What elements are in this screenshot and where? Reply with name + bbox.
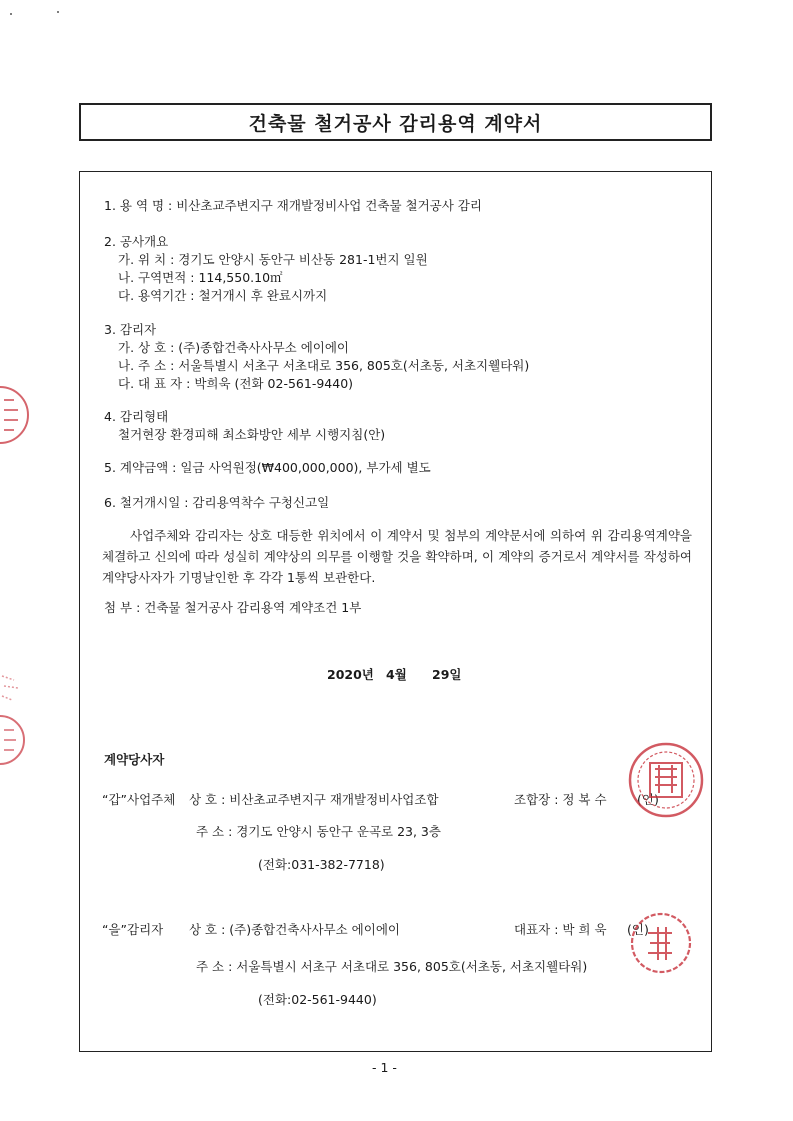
edge-seal-image xyxy=(0,670,24,710)
item-contract-amount: 5. 계약금액 : 일금 사억원정(₩400,000,000), 부가세 별도 xyxy=(104,460,431,475)
date-day: 29일 xyxy=(432,667,462,682)
document-title: 건축물 철거공사 감리용역 계약서 xyxy=(248,112,543,135)
item-supervisor: 3. 감리자 xyxy=(104,322,157,337)
item-location: 가. 위 치 : 경기도 안양시 동안구 비산동 281-1번지 일원 xyxy=(118,252,428,267)
party-b-seal-image xyxy=(628,905,694,981)
party-b-seal-mark: (인) xyxy=(627,922,649,937)
party-b-role: “을”감리자 xyxy=(102,922,164,937)
party-a-rep: 조합장 : 정 복 수 xyxy=(514,792,607,807)
party-a-address: 주 소 : 경기도 안양시 동안구 운곡로 23, 3층 xyxy=(196,824,441,839)
contract-paragraph: 사업주체와 감리자는 상호 대등한 위치에서 이 계약서 및 첨부의 계약문서에 의하여 위 감리용역계약을 체결하고 신의에 따라 성실히 계약상의 의무를 이행할 것을 확약하며, 이 계약의 증거로서 계약서를 작성하여 계약당사자가 기명날인한 후 각각 1통씩 보관한다. xyxy=(102,528,692,585)
party-b-name: 상 호 : (주)종합건축사사무소 에이에이 xyxy=(189,922,400,937)
attachment-line: 첨 부 : 건축물 철거공사 감리용역 계약조건 1부 xyxy=(104,600,362,615)
item-area: 나. 구역면적 : 114,550.10㎡ xyxy=(118,270,283,285)
document-title-box xyxy=(79,103,712,141)
edge-seal-image xyxy=(0,375,32,455)
page-number: - 1 - xyxy=(372,1060,397,1075)
party-a-role: “갑”사업주체 xyxy=(102,792,176,807)
party-a-seal-mark: (인) xyxy=(637,792,659,807)
item-period: 다. 용역기간 : 철거개시 후 완료시까지 xyxy=(118,288,328,303)
item-start-date: 6. 철거개시일 : 감리용역착수 구청신고일 xyxy=(104,495,330,510)
party-b-rep: 대표자 : 박 희 욱 xyxy=(514,922,607,937)
party-a-phone: (전화:031-382-7718) xyxy=(258,857,385,872)
party-b-phone: (전화:02-561-9440) xyxy=(258,992,377,1007)
item-supervisor-address: 나. 주 소 : 서울특별시 서초구 서초대로 356, 805호(서초동, 서초지웰타워) xyxy=(118,358,530,373)
item-supervision-type-detail: 철거현장 환경피해 최소화방안 세부 시행지침(안) xyxy=(118,427,386,442)
item-supervision-type: 4. 감리형태 xyxy=(104,409,169,424)
item-construction-overview: 2. 공사개요 xyxy=(104,234,169,249)
item-supervisor-name: 가. 상 호 : (주)종합건축사사무소 에이에이 xyxy=(118,340,350,355)
scan-speck xyxy=(57,11,59,13)
item-service-name: 1. 용 역 명 : 비산초교주변지구 재개발정비사업 건축물 철거공사 감리 xyxy=(104,198,482,213)
item-supervisor-rep: 다. 대 표 자 : 박희욱 (전화 02-561-9440) xyxy=(118,376,354,391)
party-b-address: 주 소 : 서울특별시 서초구 서초대로 356, 805호(서초동, 서초지웰타워) xyxy=(196,959,588,974)
party-a-seal-image xyxy=(626,735,706,825)
date-year: 2020년 xyxy=(327,667,374,682)
party-a-name: 상 호 : 비산초교주변지구 재개발정비사업조합 xyxy=(189,792,439,807)
scan-speck xyxy=(10,13,12,15)
date-month: 4월 xyxy=(386,667,407,682)
parties-heading: 계약당사자 xyxy=(104,752,165,767)
edge-seal-image xyxy=(0,710,30,770)
